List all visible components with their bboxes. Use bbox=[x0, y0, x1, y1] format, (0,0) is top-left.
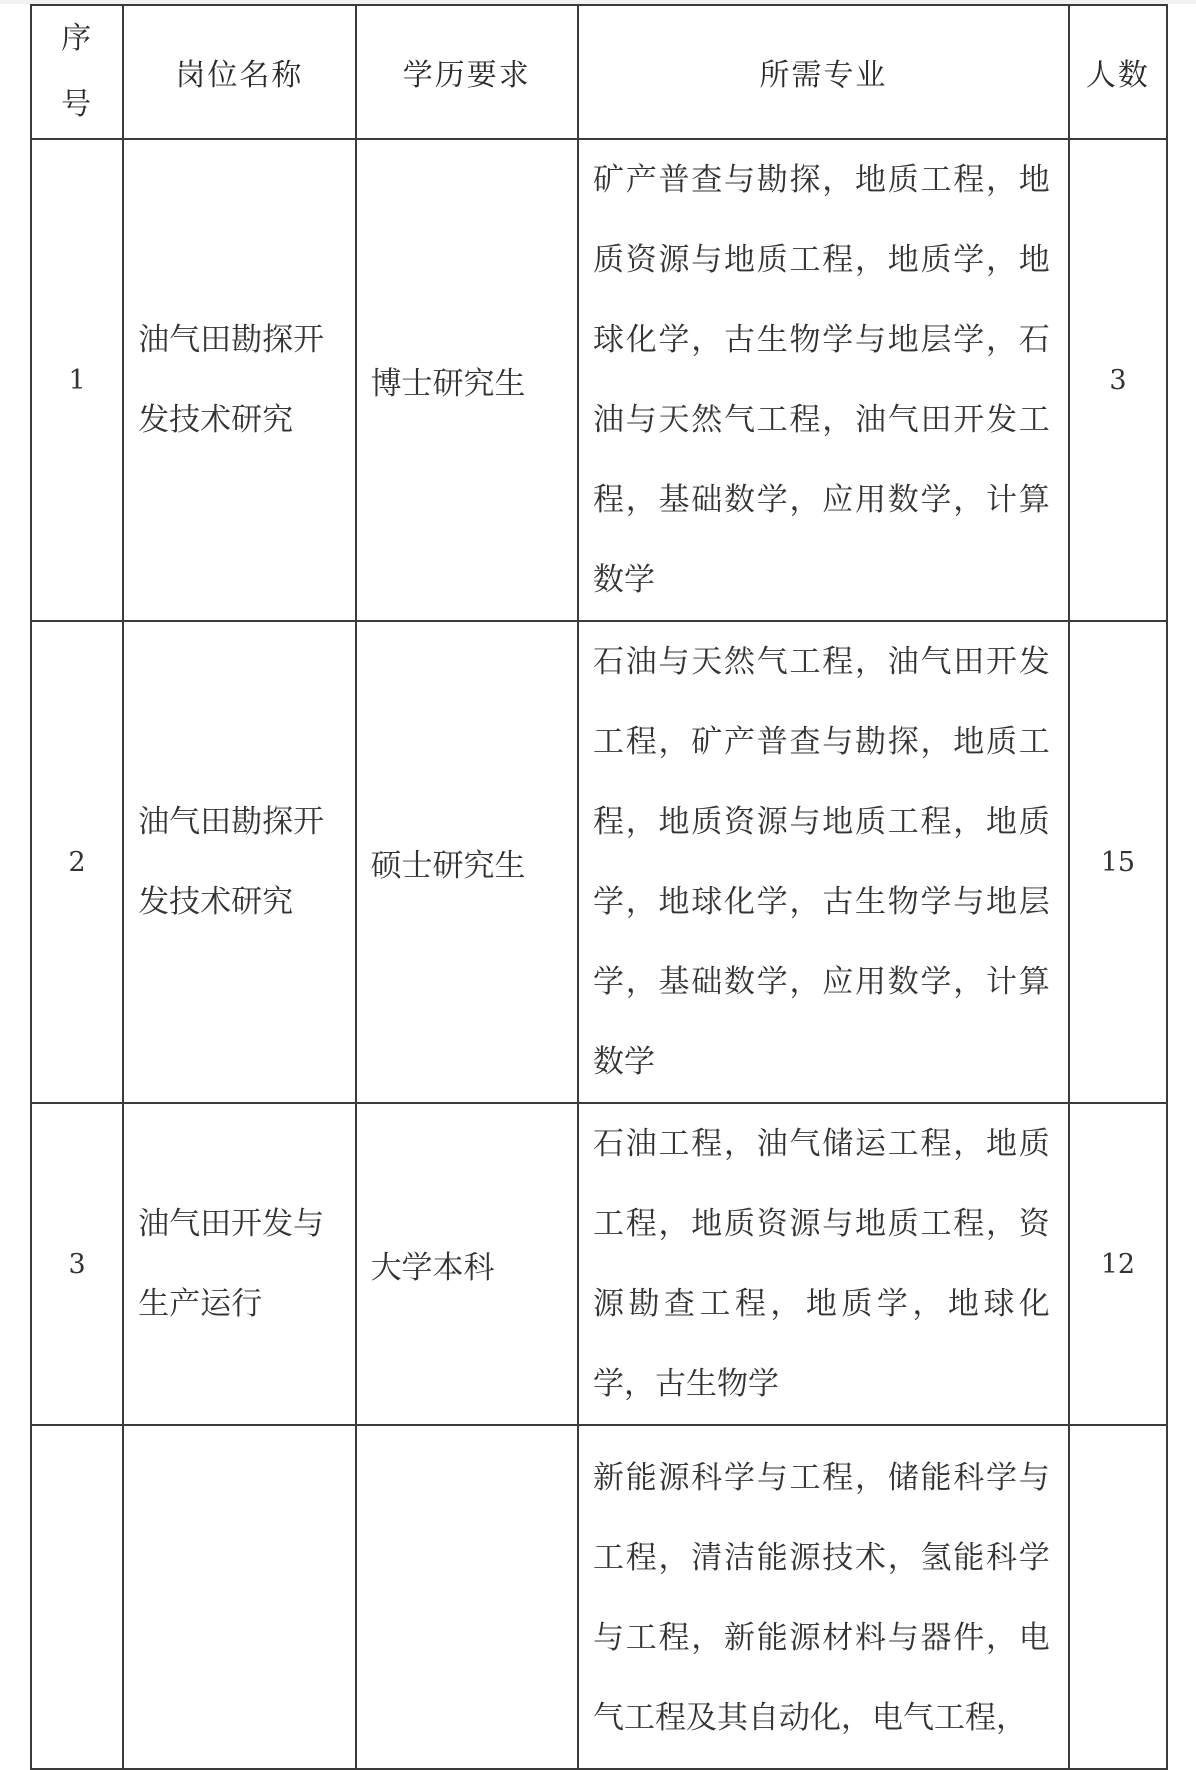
header-majors: 所需专业 bbox=[578, 5, 1069, 139]
table-row bbox=[31, 621, 1167, 1103]
table-row bbox=[31, 1103, 1167, 1425]
position-cell: 油气田勘探开发技术研究 bbox=[123, 621, 355, 1103]
header-education: 学历要求 bbox=[356, 5, 578, 139]
position-cell: 油气田开发与生产运行 bbox=[123, 1103, 355, 1425]
seq-cell: 3 bbox=[31, 1103, 123, 1425]
position-cell: 油气田勘探开发技术研究 bbox=[123, 139, 355, 621]
education-cell bbox=[356, 1425, 578, 1769]
education-cell: 硕士研究生 bbox=[356, 621, 578, 1103]
table-row bbox=[31, 1425, 1167, 1769]
count-cell bbox=[1069, 1425, 1167, 1769]
count-cell: 12 bbox=[1069, 1103, 1167, 1425]
header-position: 岗位名称 bbox=[123, 5, 355, 139]
position-cell bbox=[123, 1425, 355, 1769]
count-cell: 3 bbox=[1069, 139, 1167, 621]
majors-cell: 石油与天然气工程，油气田开发工程，矿产普查与勘探，地质工程，地质资源与地质工程，地质学，地球化学，古生物学与地层学，基础数学，应用数学，计算数学 bbox=[578, 621, 1069, 1103]
seq-cell bbox=[31, 1425, 123, 1769]
seq-cell: 2 bbox=[31, 621, 123, 1103]
seq-cell: 1 bbox=[31, 139, 123, 621]
count-cell: 15 bbox=[1069, 621, 1167, 1103]
majors-cell: 石油工程，油气储运工程，地质工程，地质资源与地质工程，资源勘查工程，地质学，地球化学，古生物学 bbox=[578, 1103, 1069, 1425]
recruitment-table bbox=[30, 4, 1168, 1770]
header-seq bbox=[31, 5, 123, 139]
education-cell: 博士研究生 bbox=[356, 139, 578, 621]
education-cell: 大学本科 bbox=[356, 1103, 578, 1425]
majors-cell: 矿产普查与勘探，地质工程，地质资源与地质工程，地质学，地球化学，古生物学与地层学，石油与天然气工程，油气田开发工程，基础数学，应用数学，计算数学 bbox=[578, 139, 1069, 621]
header-count: 人数 bbox=[1069, 5, 1167, 139]
table-row bbox=[31, 139, 1167, 621]
header-seq-line2: 号 bbox=[61, 87, 94, 122]
majors-cell: 新能源科学与工程，储能科学与工程，清洁能源技术，氢能科学与工程，新能源材料与器件，电气工程及其自动化，电气工程， bbox=[578, 1425, 1069, 1769]
table-header-row bbox=[31, 5, 1167, 139]
header-seq-line1: 序 bbox=[61, 21, 94, 56]
